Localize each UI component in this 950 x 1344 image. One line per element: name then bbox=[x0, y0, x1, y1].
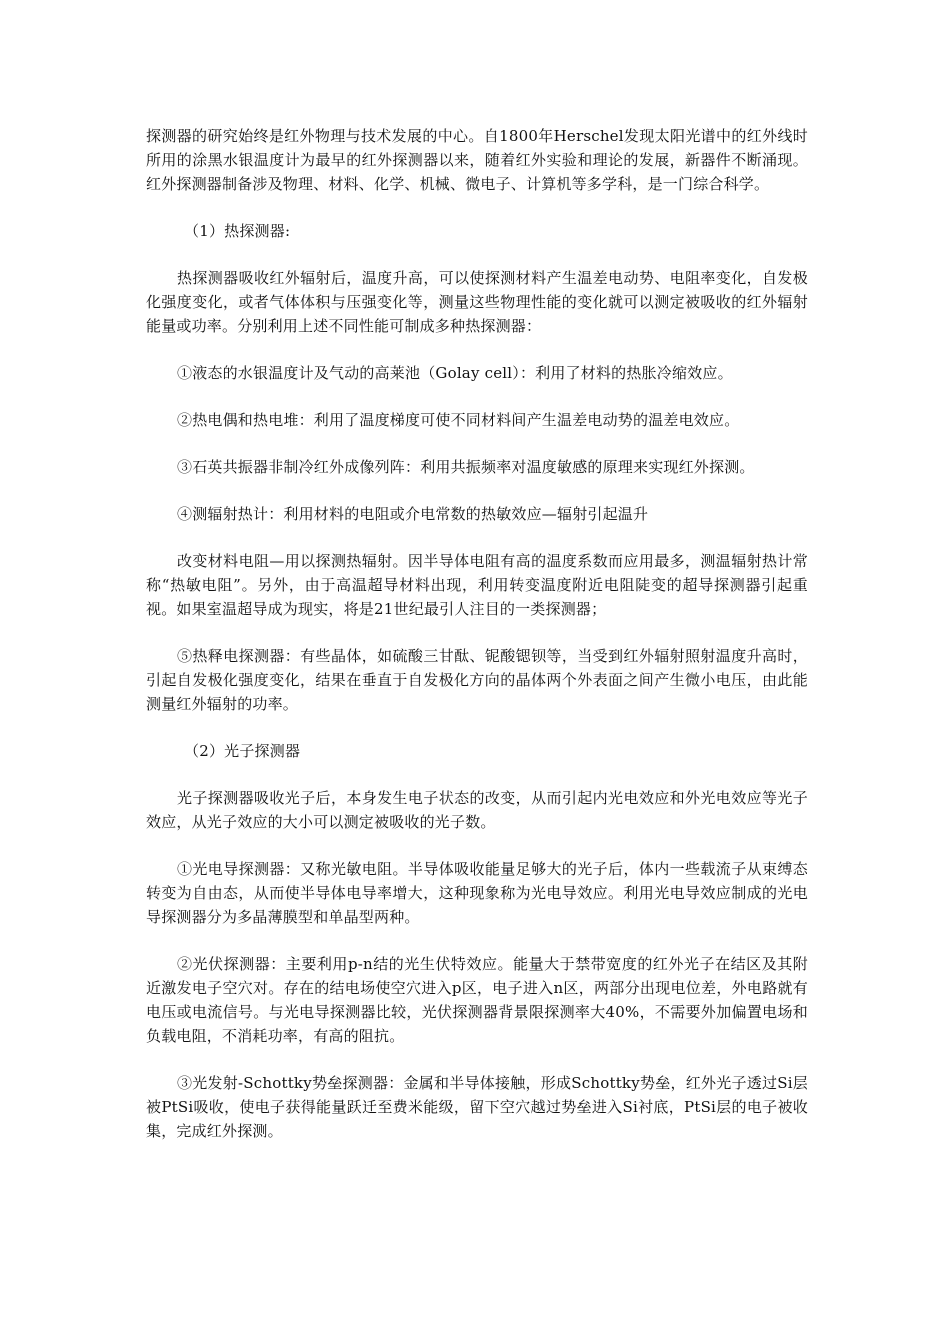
section-heading-photon-detectors: （2）光子探测器 bbox=[184, 742, 301, 760]
photon-item-2: ②光伏探测器：主要利用p-n结的光生伏特效应。能量大于禁带宽度的红外光子在结区及其附近激发电子空穴对。存在的结电场使空穴进入p区，电子进入n区，两部分出现电位差，外电路就有电压或电流信号。与光电导探测器比较，光伏探测器背景限探测率大40%，不需要外加偏置电场和负载电阻，不消耗功率，有高的阻抗。 bbox=[146, 955, 808, 1045]
thermal-item-1: ①液态的水银温度计及气动的高莱池（Golay cell）：利用了材料的热胀冷缩效应。 bbox=[177, 364, 733, 382]
thermal-item-3: ③石英共振器非制冷红外成像列阵：利用共振频率对温度敏感的原理来实现红外探测。 bbox=[177, 458, 755, 476]
photon-detectors-paragraph: 光子探测器吸收光子后，本身发生电子状态的改变，从而引起内光电效应和外光电效应等光子效应，从光子效应的大小可以测定被吸收的光子数。 bbox=[146, 789, 808, 831]
thermal-item-5: ⑤热释电探测器：有些晶体，如硫酸三甘酞、铌酸锶钡等，当受到红外辐射照射温度升高时，引起自发极化强度变化，结果在垂直于自发极化方向的晶体两个外表面之间产生微小电压，由此能测量红外辐射的功率。 bbox=[146, 647, 808, 713]
section-heading-thermal-detectors: （1）热探测器: bbox=[184, 222, 291, 240]
thermal-item-2: ②热电偶和热电堆：利用了温度梯度可使不同材料间产生温差电动势的温差电效应。 bbox=[177, 411, 740, 429]
thermal-item-4-continued: 改变材料电阻—用以探测热辐射。因半导体电阻有高的温度系数而应用最多，测温辐射热计常称“热敏电阻”。另外，由于高温超导材料出现，利用转变温度附近电阻陡变的超导探测器引起重视。如果室温超导成为现实，将是21世纪最引人注目的一类探测器； bbox=[146, 552, 808, 618]
intro-paragraph: 探测器的研究始终是红外物理与技术发展的中心。自1800年Herschel发现太阳光谱中的红外线时所用的涂黑水银温度计为最早的红外探测器以来，随着红外实验和理论的发展，新器件不断涌现。红外探测器制备涉及物理、材料、化学、机械、微电子、计算机等多学科，是一门综合科学。 bbox=[146, 127, 808, 193]
thermal-item-4: ④测辐射热计：利用材料的电阻或介电常数的热敏效应—辐射引起温升 bbox=[177, 505, 649, 523]
document-page bbox=[146, 124, 808, 1166]
photon-item-3: ③光发射-Schottky势垒探测器：金属和半导体接触，形成Schottky势垒，红外光子透过Si层被PtSi吸收，使电子获得能量跃迁至费米能级，留下空穴越过势垒进入Si衬底，PtSi层的电子被收集，完成红外探测。 bbox=[146, 1074, 808, 1140]
photon-item-1: ①光电导探测器：又称光敏电阻。半导体吸收能量足够大的光子后，体内一些载流子从束缚态转变为自由态，从而使半导体电导率增大，这种现象称为光电导效应。利用光电导效应制成的光电导探测器分为多晶薄膜型和单晶型两种。 bbox=[146, 860, 808, 926]
thermal-detectors-paragraph: 热探测器吸收红外辐射后，温度升高，可以使探测材料产生温差电动势、电阻率变化，自发极化强度变化，或者气体体积与压强变化等，测量这些物理性能的变化就可以测定被吸收的红外辐射能量或功率。分别利用上述不同性能可制成多种热探测器： bbox=[146, 269, 808, 335]
